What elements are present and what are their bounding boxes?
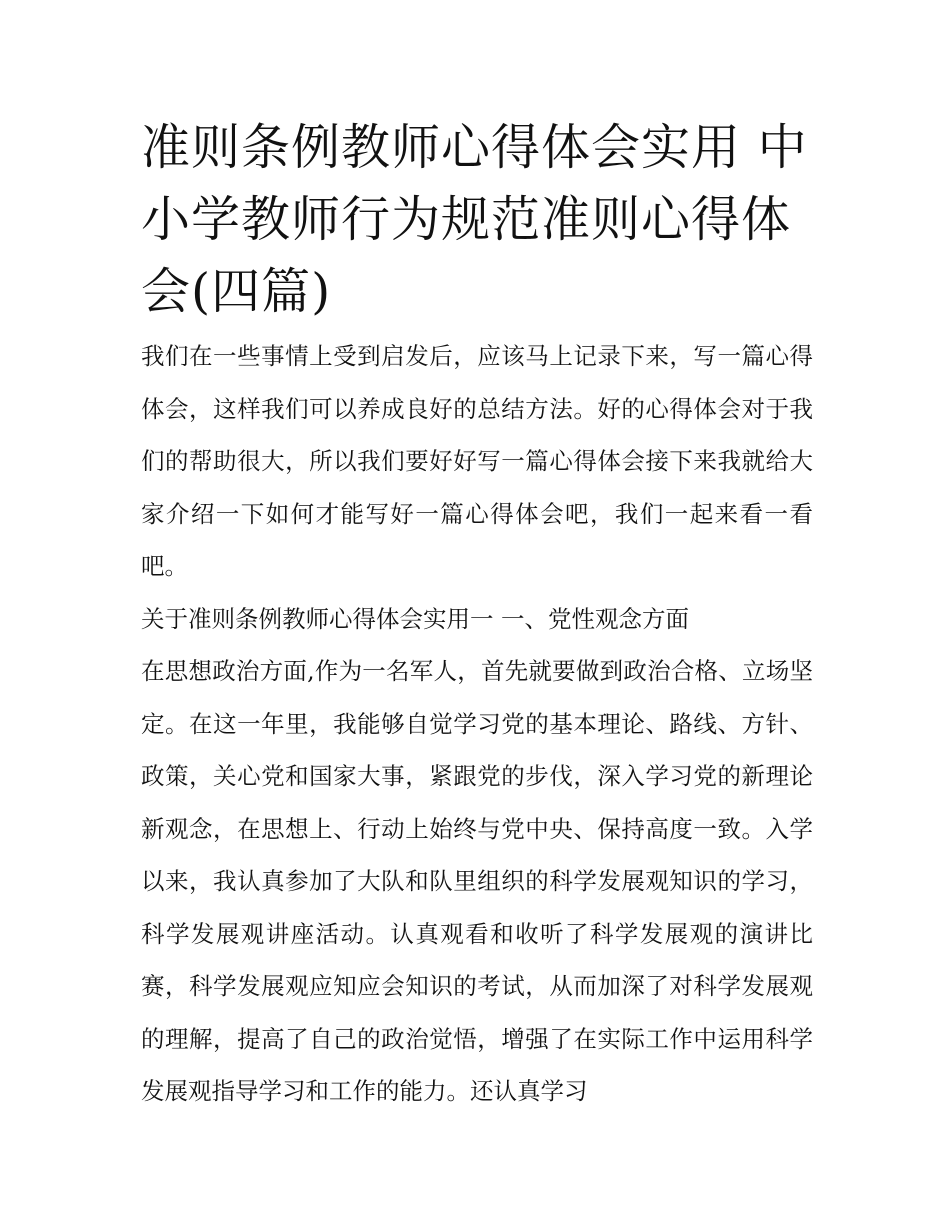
section-heading: 关于准则条例教师心得体会实用一 一、党性观念方面 <box>141 604 689 633</box>
document-page <box>141 112 813 1118</box>
intro-paragraph: 我们在一些事情上受到启发后，应该马上记录下来，写一篇心得体会，这样我们可以养成良好的总结方法。好的心得体会对于我们的帮助很大，所以我们要好好写一篇心得体会接下来我就给大家介绍一下如何才能写好一篇心得体会吧，我们一起来看一看吧。 <box>141 342 813 580</box>
section-paragraph: 在思想政治方面,作为一名军人，首先就要做到政治合格、立场坚定。在这一年里，我能够自觉学习党的基本理论、路线、方针、政策，关心党和国家大事，紧跟党的步伐，深入学习党的新理论新观念，在思想上、行动上始终与党中央、保持高度一致。入学以来，我认真参加了大队和队里组织的科学发展观知识的学习，科学发展观讲座活动。认真观看和收听了科学发展观的演讲比赛，科学发展观应知应会知识的考试，从而加深了对科学发展观的理解，提高了自己的政治觉悟，增强了在实际工作中运用科学发展观指导学习和工作的能力。还认真学习 <box>141 657 813 1105</box>
document-body <box>141 330 813 1118</box>
document-title: 准则条例教师心得体会实用 中小学教师行为规范准则心得体会(四篇) <box>141 119 808 320</box>
